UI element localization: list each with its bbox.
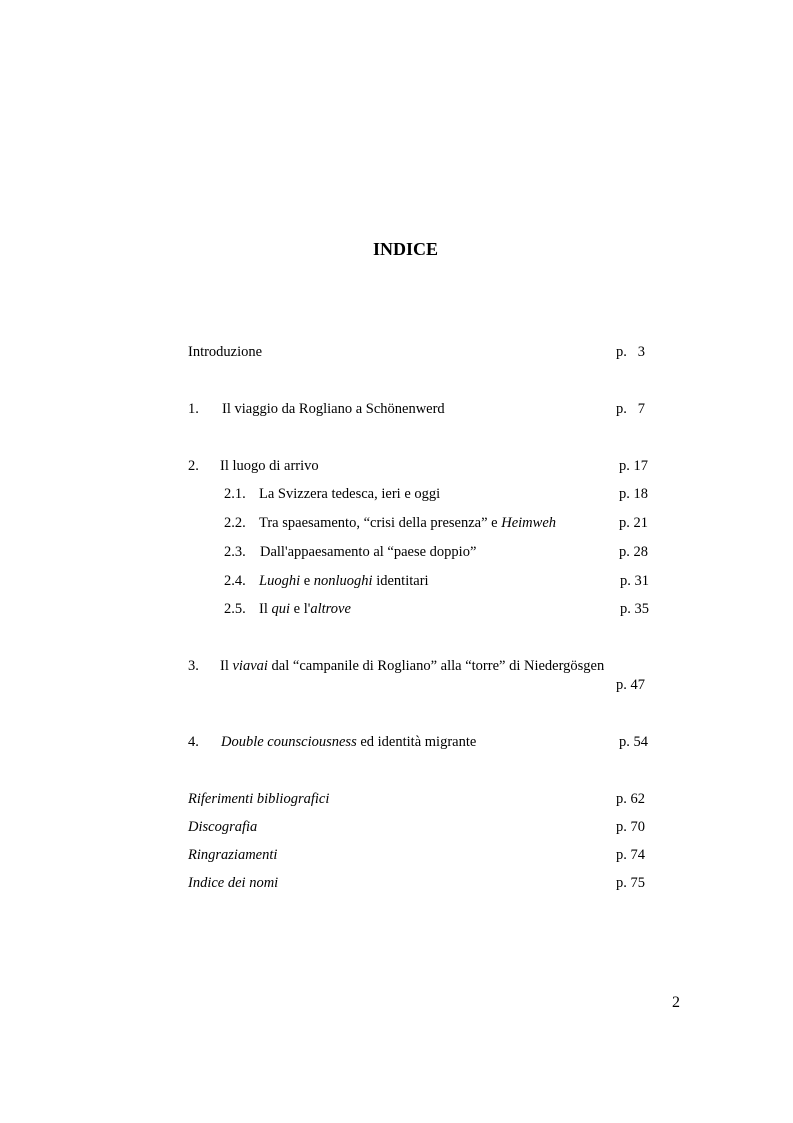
toc-ch4-label bbox=[221, 733, 476, 751]
toc-ch3-label-text-2: dal “campanile di Rogliano” alla “torre” di Niedergösgen bbox=[267, 658, 605, 674]
toc-ch4-label-text: ed identità migrante bbox=[356, 734, 477, 750]
toc-ch3-num: 3. bbox=[188, 658, 199, 674]
toc-s2-5-page: p. 35 bbox=[620, 601, 649, 617]
toc-ch3-label bbox=[220, 657, 604, 675]
page-number: 2 bbox=[672, 994, 680, 1011]
toc-s2-5-label-text-1: Il bbox=[259, 601, 272, 617]
toc-s2-5-label-text-2: e l' bbox=[290, 601, 311, 617]
toc-ch2-page: p. 17 bbox=[619, 458, 648, 474]
toc-s2-3-label: Dall'appaesamento al “paese doppio” bbox=[260, 544, 477, 560]
toc-refs-label bbox=[188, 790, 329, 808]
toc-ch2-num: 2. bbox=[188, 458, 199, 474]
toc-names-label bbox=[188, 874, 278, 892]
toc-s2-1-label: La Svizzera tedesca, ieri e oggi bbox=[259, 486, 441, 502]
toc-s2-4-num: 2.4. bbox=[224, 573, 246, 589]
toc-intro-page: p. 3 bbox=[616, 344, 645, 360]
toc-s2-4-label-text-2: identitari bbox=[372, 573, 429, 589]
toc-refs-label-italic: Riferimenti bibliografici bbox=[188, 791, 330, 807]
toc-s2-2-label-italic: Heimweh bbox=[501, 515, 557, 531]
toc-s2-2-num: 2.2. bbox=[224, 515, 246, 531]
toc-s2-4-label-text-1: e bbox=[300, 573, 314, 589]
toc-names-page: p. 75 bbox=[616, 875, 645, 891]
toc-disco-label-italic: Discografia bbox=[188, 819, 258, 835]
toc-thanks-page: p. 74 bbox=[616, 847, 645, 863]
toc-s2-2-label bbox=[259, 514, 556, 532]
toc-s2-1-page: p. 18 bbox=[619, 486, 648, 502]
toc-s2-3-num: 2.3. bbox=[224, 544, 246, 560]
toc-s2-3-page: p. 28 bbox=[619, 544, 648, 560]
toc-ch3-page: p. 47 bbox=[616, 677, 645, 693]
toc-ch1-label: Il viaggio da Rogliano a Schönenwerd bbox=[222, 401, 445, 417]
toc-ch4-num: 4. bbox=[188, 734, 199, 750]
toc-ch2-label: Il luogo di arrivo bbox=[220, 458, 319, 474]
toc-refs-page: p. 62 bbox=[616, 791, 645, 807]
toc-s2-4-label-italic-1: Luoghi bbox=[259, 573, 301, 589]
toc-s2-4-label-italic-2: nonluoghi bbox=[313, 573, 373, 589]
toc-thanks-label bbox=[188, 846, 277, 864]
page-title: INDICE bbox=[373, 239, 439, 259]
toc-s2-5-num: 2.5. bbox=[224, 601, 246, 617]
toc-ch3-label-text-1: Il bbox=[220, 658, 233, 674]
toc-s2-5-label bbox=[259, 600, 351, 618]
toc-s2-2-page: p. 21 bbox=[619, 515, 648, 531]
toc-disco-label bbox=[188, 818, 257, 836]
toc-ch1-num: 1. bbox=[188, 401, 199, 417]
toc-disco-page: p. 70 bbox=[616, 819, 645, 835]
toc-ch3-label-italic: viavai bbox=[232, 658, 268, 674]
toc-s2-4-page: p. 31 bbox=[620, 573, 649, 589]
toc-s2-2-label-text: Tra spaesamento, “crisi della presenza” e bbox=[259, 515, 502, 531]
toc-names-label-italic: Indice dei nomi bbox=[188, 875, 279, 891]
toc-s2-5-label-italic-2: altrove bbox=[310, 601, 351, 617]
toc-s2-1-num: 2.1. bbox=[224, 486, 246, 502]
toc-s2-4-label bbox=[259, 572, 429, 590]
toc-thanks-label-italic: Ringraziamenti bbox=[188, 847, 278, 863]
toc-ch4-label-italic: Double counsciousness bbox=[221, 734, 357, 750]
toc-ch1-page: p. 7 bbox=[616, 401, 645, 417]
toc-s2-5-label-italic-1: qui bbox=[271, 601, 291, 617]
toc-ch4-page: p. 54 bbox=[619, 734, 648, 750]
toc-intro-label: Introduzione bbox=[188, 344, 263, 360]
